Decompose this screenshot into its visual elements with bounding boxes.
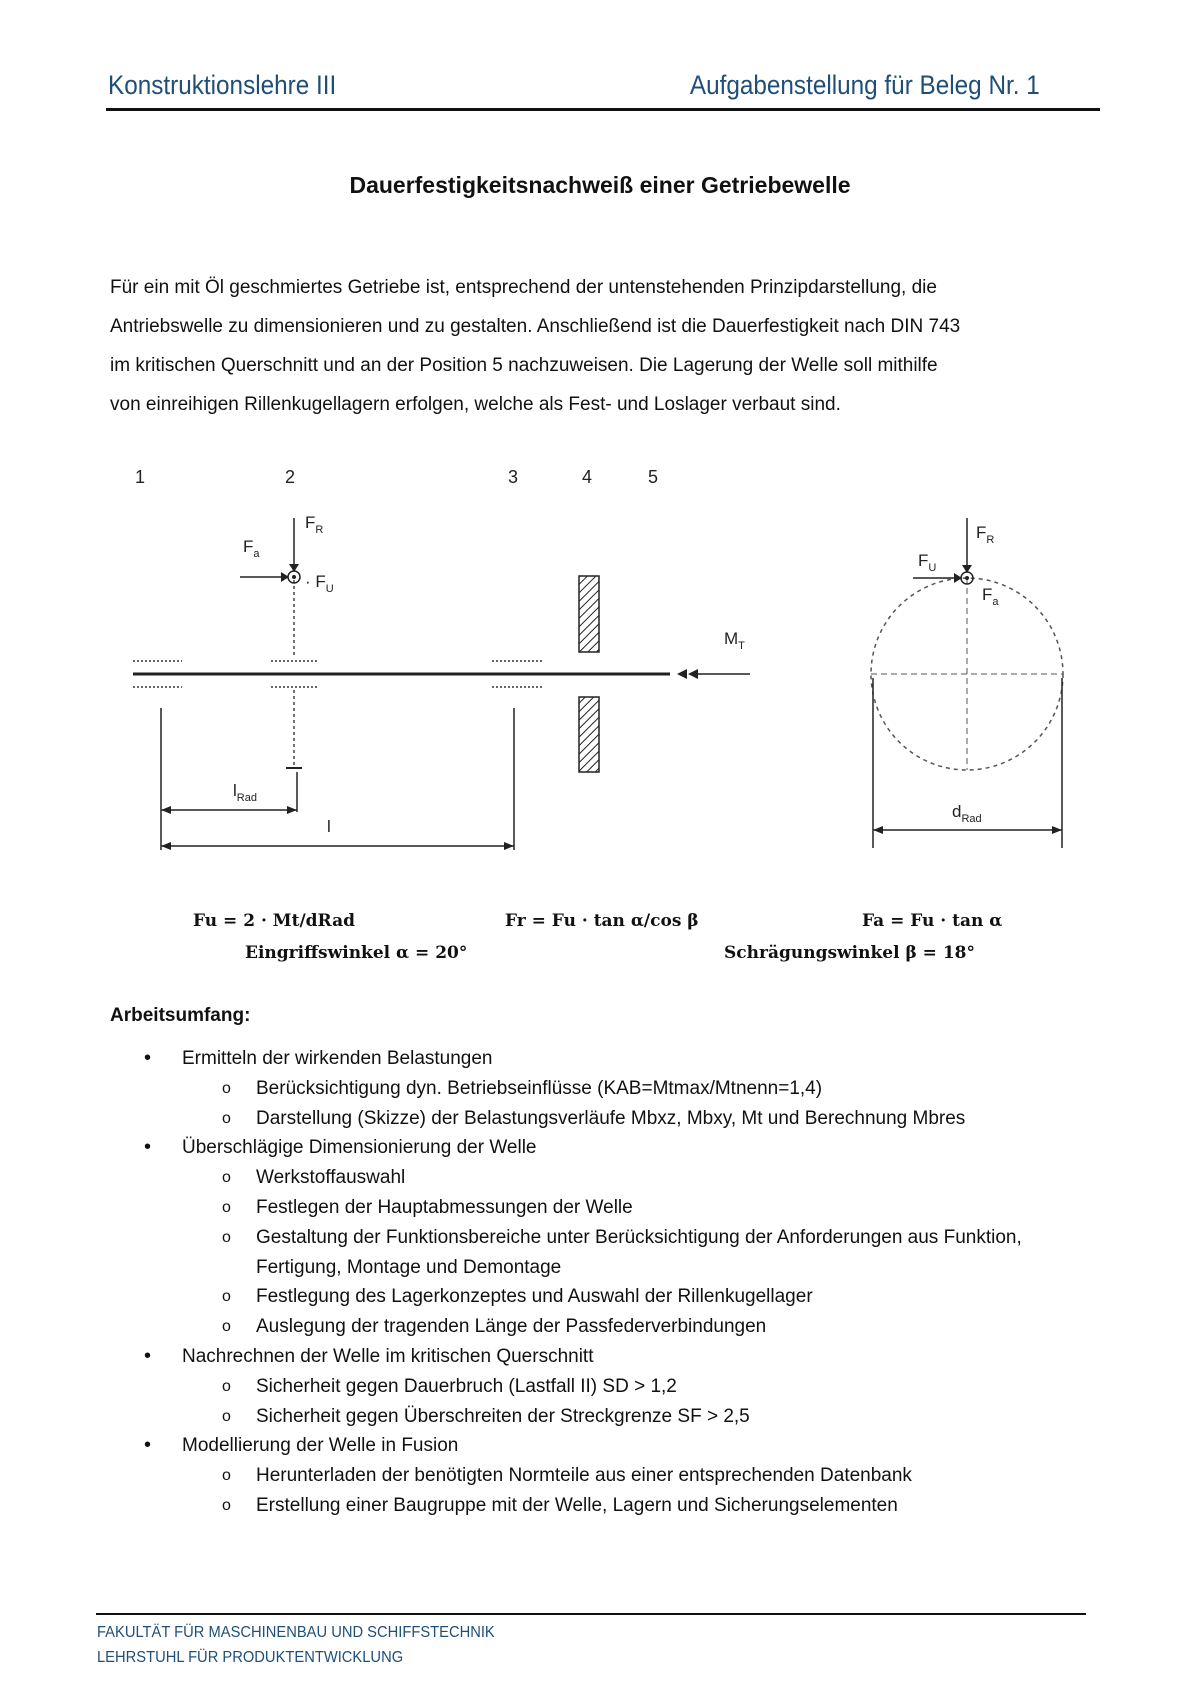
shaft-diagram <box>0 450 1200 870</box>
list-item: o Sicherheit gegen Überschreiten der Streckgrenze SF > 2,5 <box>110 1402 1100 1432</box>
d-rad-label: d <box>952 802 962 821</box>
faculty-name: FAKULTÄT FÜR MASCHINENBAU UND SCHIFFSTECHNIK <box>97 1624 495 1641</box>
gear-fa-label-sub: a <box>992 596 999 608</box>
course-title: Konstruktionslehre III <box>108 70 337 100</box>
l-label: l <box>327 817 331 836</box>
dimension-lines <box>161 708 514 850</box>
svg-text:FU <box>918 551 936 574</box>
intro-line: von einreihigen Rillenkugellagern erfolgen, welche als Fest- und Loslager verbaut sind. <box>110 394 841 415</box>
gear-fr-label: F <box>976 523 987 542</box>
formula-fr: Fr = Fu · tan α/cos β <box>505 911 699 931</box>
gear-fr-label-sub: R <box>986 534 995 546</box>
formula-alpha: Eingriffswinkel α = 20° <box>245 943 468 963</box>
svg-text:dRad <box>952 802 982 825</box>
position-4-label: 4 <box>582 467 593 487</box>
position-5-label: 5 <box>648 467 659 487</box>
work-scope-title: Arbeitsumfang: <box>110 1005 251 1026</box>
bullet-icon: • <box>144 1047 152 1069</box>
position-1-label: 1 <box>135 467 146 487</box>
l-rad-label: l <box>233 781 237 800</box>
list-item: o Werkstoffauswahl <box>110 1163 1100 1193</box>
position-3-label: 3 <box>508 467 519 487</box>
page-title: Dauerfestigkeitsnachweiß einer Getriebewelle <box>349 172 851 198</box>
mt-label-sub: T <box>738 640 745 652</box>
sub-bullet-icon: o <box>222 1079 231 1097</box>
position-2-label: 2 <box>285 467 296 487</box>
assignment-title: Aufgabenstellung für Beleg Nr. 1 <box>690 70 1040 100</box>
formula-fu: Fu = 2 · Mt/dRad <box>193 911 355 931</box>
gear-fa-label: F <box>982 585 993 604</box>
list-item: o Festlegen der Hauptabmessungen der Welle <box>110 1193 1100 1223</box>
bullet-icon: • <box>144 1344 152 1367</box>
fu-label: F <box>315 572 326 591</box>
sub-bullet-icon: o <box>222 1288 231 1306</box>
fr-label: F <box>305 513 316 532</box>
list-item: o Berücksichtigung dyn. Betriebseinflüsse (KAB=Mtmax/Mtnenn=1,4) <box>110 1074 1100 1104</box>
intro-paragraph <box>110 268 1100 424</box>
sub-bullet-icon: o <box>222 1496 231 1514</box>
intro-line: Für ein mit Öl geschmiertes Getriebe ist, entsprechend der untenstehenden Prinzipdarstellung, die <box>110 277 937 298</box>
list-item: o Erstellung einer Baugruppe mit der Welle, Lagern und Sicherungselementen <box>110 1491 1100 1521</box>
fu-label-sub: U <box>325 583 334 595</box>
svg-text:lRad <box>233 781 257 804</box>
sub-bullet-icon: o <box>222 1377 231 1395</box>
svg-text:FR <box>976 523 994 546</box>
sub-bullet-icon: o <box>222 1318 231 1336</box>
intro-line: Antriebswelle zu dimensionieren und zu gestalten. Anschließend ist die Dauerfestigkeit nach DIN 743 <box>110 316 961 337</box>
formula-fa: Fa = Fu · tan α <box>862 911 1003 931</box>
list-item: • Modellierung der Welle in Fusion <box>110 1431 1100 1461</box>
bullet-icon: • <box>144 1136 152 1159</box>
list-item: o Sicherheit gegen Dauerbruch (Lastfall II) SD > 1,2 <box>110 1372 1100 1402</box>
hub-lower <box>579 697 599 772</box>
svg-text:Fa <box>982 585 999 608</box>
formula-block <box>0 905 1200 975</box>
mt-label: M <box>724 629 739 648</box>
list-item: o Gestaltung der Funktionsbereiche unter Berücksichtigung der Anforderungen aus Funktion, Fertigung, Montage und Demontage <box>110 1223 1100 1283</box>
intro-line: im kritischen Querschnitt und an der Position 5 nachzuweisen. Die Lagerung der Welle soll mithilfe <box>110 355 938 376</box>
bullet-icon: • <box>144 1434 152 1457</box>
header-rule <box>106 108 1100 111</box>
list-item: o Darstellung (Skizze) der Belastungsverläufe Mbxz, Mbxy, Mt und Berechnung Mbres <box>110 1104 1100 1134</box>
fu-point-label: · <box>305 572 316 591</box>
svg-text:Fa <box>243 537 260 560</box>
footer-rule <box>96 1613 1086 1615</box>
sub-bullet-icon: o <box>222 1228 231 1246</box>
svg-text:FR <box>305 513 323 536</box>
chair-name: LEHRSTUHL FÜR PRODUKTENTWICKLUNG <box>97 1649 404 1666</box>
list-item: • Nachrechnen der Welle im kritischen Querschnitt <box>110 1342 1100 1372</box>
l-rad-label-sub: Rad <box>236 792 257 804</box>
sub-bullet-icon: o <box>222 1109 231 1127</box>
fa-label: F <box>243 537 254 556</box>
fr-label-sub: R <box>315 524 324 536</box>
list-item: o Festlegung des Lagerkonzeptes und Auswahl der Rillenkugellager <box>110 1282 1100 1312</box>
work-scope-list <box>110 1044 1100 1521</box>
sub-bullet-icon: o <box>222 1198 231 1216</box>
sub-bullet-icon: o <box>222 1467 231 1485</box>
svg-text:MT <box>724 629 745 652</box>
list-item: o Auslegung der tragenden Länge der Passfederverbindungen <box>110 1312 1100 1342</box>
fa-label-sub: a <box>253 548 260 560</box>
formula-beta: Schrägungswinkel β = 18° <box>724 943 975 963</box>
sub-bullet-icon: o <box>222 1169 231 1187</box>
hub-upper <box>579 576 599 652</box>
list-item: • Ermitteln der wirkenden Belastungen <box>110 1044 1100 1074</box>
svg-text:· FU <box>305 572 334 595</box>
list-item: o Herunterladen der benötigten Normteile aus einer entsprechenden Datenbank <box>110 1461 1100 1491</box>
list-item: • Überschlägige Dimensionierung der Welle <box>110 1133 1100 1163</box>
d-rad-label-sub: Rad <box>961 813 982 825</box>
gear-fu-label-sub: U <box>928 562 937 574</box>
sub-bullet-icon: o <box>222 1407 231 1425</box>
gear-fu-label: F <box>918 551 929 570</box>
